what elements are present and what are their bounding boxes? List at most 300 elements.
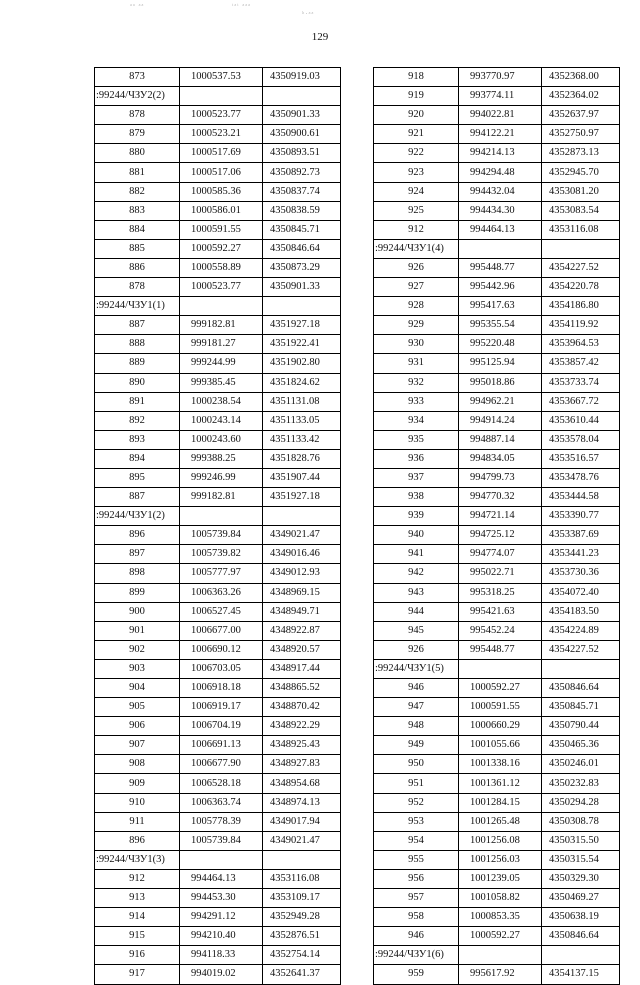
y-coordinate-cell: 4350900.61 bbox=[263, 125, 341, 144]
point-number-cell: 897 bbox=[95, 545, 180, 564]
y-coordinate-cell: 4352949.28 bbox=[263, 908, 341, 927]
point-number-cell: 939 bbox=[374, 507, 459, 526]
point-number-cell: 889 bbox=[95, 354, 180, 373]
table-row bbox=[95, 411, 341, 430]
empty-cell bbox=[180, 87, 263, 106]
x-coordinate-cell: 995448.77 bbox=[459, 640, 542, 659]
point-number-cell: 894 bbox=[95, 449, 180, 468]
table-row bbox=[374, 640, 620, 659]
x-coordinate-cell: 1000243.14 bbox=[180, 411, 263, 430]
table-row bbox=[95, 659, 341, 678]
x-coordinate-cell: 1005778.39 bbox=[180, 812, 263, 831]
x-coordinate-cell: 1000660.29 bbox=[459, 717, 542, 736]
y-coordinate-cell: 4353516.57 bbox=[542, 449, 620, 468]
point-number-cell: 885 bbox=[95, 239, 180, 258]
y-coordinate-cell: 4350246.01 bbox=[542, 755, 620, 774]
point-number-cell: 930 bbox=[374, 335, 459, 354]
point-number-cell: 887 bbox=[95, 488, 180, 507]
x-coordinate-cell: 993770.97 bbox=[459, 68, 542, 87]
table-row bbox=[374, 850, 620, 869]
point-number-cell: 884 bbox=[95, 220, 180, 239]
y-coordinate-cell: 4352750.97 bbox=[542, 125, 620, 144]
y-coordinate-cell: 4348865.52 bbox=[263, 679, 341, 698]
y-coordinate-cell: 4350465.36 bbox=[542, 736, 620, 755]
point-number-cell: 936 bbox=[374, 449, 459, 468]
table-row bbox=[95, 640, 341, 659]
y-coordinate-cell: 4352945.70 bbox=[542, 163, 620, 182]
x-coordinate-cell: 1005739.84 bbox=[180, 831, 263, 850]
table-row bbox=[95, 68, 341, 87]
x-coordinate-cell: 994464.13 bbox=[459, 220, 542, 239]
section-label: :99244/ЧЗУ1(2) bbox=[95, 507, 180, 526]
table-row bbox=[95, 258, 341, 277]
section-label: :99244/ЧЗУ1(6) bbox=[374, 946, 459, 965]
point-number-cell: 920 bbox=[374, 106, 459, 125]
table-row bbox=[374, 316, 620, 335]
table-row bbox=[95, 812, 341, 831]
y-coordinate-cell: 4350901.33 bbox=[263, 106, 341, 125]
table-row bbox=[374, 354, 620, 373]
y-coordinate-cell: 4351824.62 bbox=[263, 373, 341, 392]
section-row bbox=[95, 507, 341, 526]
table-row bbox=[374, 297, 620, 316]
point-number-cell: 951 bbox=[374, 774, 459, 793]
point-number-cell: 928 bbox=[374, 297, 459, 316]
table-row bbox=[95, 946, 341, 965]
x-coordinate-cell: 995417.63 bbox=[459, 297, 542, 316]
point-number-cell: 900 bbox=[95, 602, 180, 621]
y-coordinate-cell: 4350846.64 bbox=[263, 239, 341, 258]
y-coordinate-cell: 4350294.28 bbox=[542, 793, 620, 812]
table-row bbox=[374, 163, 620, 182]
point-number-cell: 890 bbox=[95, 373, 180, 392]
x-coordinate-cell: 999388.25 bbox=[180, 449, 263, 468]
y-coordinate-cell: 4348954.68 bbox=[263, 774, 341, 793]
table-row bbox=[95, 869, 341, 888]
y-coordinate-cell: 4353387.69 bbox=[542, 526, 620, 545]
empty-cell bbox=[263, 87, 341, 106]
point-number-cell: 898 bbox=[95, 564, 180, 583]
table-row bbox=[95, 335, 341, 354]
x-coordinate-cell: 1001256.08 bbox=[459, 831, 542, 850]
table-row bbox=[95, 125, 341, 144]
table-row bbox=[374, 869, 620, 888]
table-row bbox=[95, 717, 341, 736]
table-row bbox=[95, 927, 341, 946]
point-number-cell: 926 bbox=[374, 640, 459, 659]
table-row bbox=[374, 278, 620, 297]
scan-artifact: ᵃᵃ ᵃᵃ bbox=[130, 2, 145, 10]
y-coordinate-cell: 4351907.44 bbox=[263, 468, 341, 487]
x-coordinate-cell: 1000592.27 bbox=[180, 239, 263, 258]
x-coordinate-cell: 999182.81 bbox=[180, 316, 263, 335]
x-coordinate-cell: 1006528.18 bbox=[180, 774, 263, 793]
y-coordinate-cell: 4348870.42 bbox=[263, 698, 341, 717]
point-number-cell: 891 bbox=[95, 392, 180, 411]
table-row bbox=[95, 831, 341, 850]
y-coordinate-cell: 4352368.00 bbox=[542, 68, 620, 87]
point-number-cell: 954 bbox=[374, 831, 459, 850]
y-coordinate-cell: 4353578.04 bbox=[542, 430, 620, 449]
point-number-cell: 946 bbox=[374, 679, 459, 698]
x-coordinate-cell: 1006918.18 bbox=[180, 679, 263, 698]
y-coordinate-cell: 4353964.53 bbox=[542, 335, 620, 354]
table-row bbox=[374, 411, 620, 430]
section-label: :99244/ЧЗУ1(5) bbox=[374, 659, 459, 678]
scan-artifact: ᵗᵃᵗ ᵃᵃᵃ bbox=[232, 2, 252, 10]
point-number-cell: 886 bbox=[95, 258, 180, 277]
scan-artifact: ʰ·ᵃᵃ bbox=[302, 10, 315, 18]
x-coordinate-cell: 994464.13 bbox=[180, 869, 263, 888]
point-number-cell: 904 bbox=[95, 679, 180, 698]
y-coordinate-cell: 4351902.80 bbox=[263, 354, 341, 373]
table-row bbox=[95, 774, 341, 793]
coordinates-table-left bbox=[94, 67, 341, 985]
table-row bbox=[374, 468, 620, 487]
point-number-cell: 949 bbox=[374, 736, 459, 755]
point-number-cell: 887 bbox=[95, 316, 180, 335]
table-row bbox=[95, 220, 341, 239]
x-coordinate-cell: 1005777.97 bbox=[180, 564, 263, 583]
x-coordinate-cell: 994962.21 bbox=[459, 392, 542, 411]
y-coordinate-cell: 4348974.13 bbox=[263, 793, 341, 812]
x-coordinate-cell: 994799.73 bbox=[459, 468, 542, 487]
table-row bbox=[95, 144, 341, 163]
x-coordinate-cell: 994834.05 bbox=[459, 449, 542, 468]
x-coordinate-cell: 1006363.26 bbox=[180, 583, 263, 602]
point-number-cell: 950 bbox=[374, 755, 459, 774]
x-coordinate-cell: 999244.99 bbox=[180, 354, 263, 373]
point-number-cell: 916 bbox=[95, 946, 180, 965]
table-row bbox=[95, 755, 341, 774]
table-row bbox=[374, 392, 620, 411]
table-row bbox=[95, 201, 341, 220]
page-number: 129 bbox=[311, 31, 329, 43]
y-coordinate-cell: 4350893.51 bbox=[263, 144, 341, 163]
x-coordinate-cell: 994774.07 bbox=[459, 545, 542, 564]
table-row bbox=[374, 430, 620, 449]
y-coordinate-cell: 4350901.33 bbox=[263, 278, 341, 297]
point-number-cell: 882 bbox=[95, 182, 180, 201]
table-row bbox=[95, 965, 341, 984]
point-number-cell: 955 bbox=[374, 850, 459, 869]
y-coordinate-cell: 4353730.36 bbox=[542, 564, 620, 583]
y-coordinate-cell: 4350838.59 bbox=[263, 201, 341, 220]
point-number-cell: 893 bbox=[95, 430, 180, 449]
empty-cell bbox=[459, 659, 542, 678]
table-row bbox=[95, 545, 341, 564]
x-coordinate-cell: 1001239.05 bbox=[459, 869, 542, 888]
table-row bbox=[374, 488, 620, 507]
y-coordinate-cell: 4348969.15 bbox=[263, 583, 341, 602]
y-coordinate-cell: 4350308.78 bbox=[542, 812, 620, 831]
point-number-cell: 937 bbox=[374, 468, 459, 487]
y-coordinate-cell: 4353667.72 bbox=[542, 392, 620, 411]
x-coordinate-cell: 999246.99 bbox=[180, 468, 263, 487]
empty-cell bbox=[180, 850, 263, 869]
table-row bbox=[95, 526, 341, 545]
point-number-cell: 909 bbox=[95, 774, 180, 793]
table-row bbox=[95, 488, 341, 507]
x-coordinate-cell: 994887.14 bbox=[459, 430, 542, 449]
section-row bbox=[374, 239, 620, 258]
x-coordinate-cell: 994019.02 bbox=[180, 965, 263, 984]
table-row bbox=[374, 698, 620, 717]
y-coordinate-cell: 4350919.03 bbox=[263, 68, 341, 87]
x-coordinate-cell: 995318.25 bbox=[459, 583, 542, 602]
point-number-cell: 948 bbox=[374, 717, 459, 736]
table-row bbox=[95, 583, 341, 602]
section-row bbox=[95, 297, 341, 316]
point-number-cell: 912 bbox=[95, 869, 180, 888]
x-coordinate-cell: 999181.27 bbox=[180, 335, 263, 354]
y-coordinate-cell: 4353857.42 bbox=[542, 354, 620, 373]
y-coordinate-cell: 4352637.97 bbox=[542, 106, 620, 125]
point-number-cell: 927 bbox=[374, 278, 459, 297]
table-row bbox=[95, 430, 341, 449]
y-coordinate-cell: 4354220.78 bbox=[542, 278, 620, 297]
table-row bbox=[95, 106, 341, 125]
y-coordinate-cell: 4351133.42 bbox=[263, 430, 341, 449]
y-coordinate-cell: 4348925.43 bbox=[263, 736, 341, 755]
section-row bbox=[95, 850, 341, 869]
table-row bbox=[95, 163, 341, 182]
y-coordinate-cell: 4354227.52 bbox=[542, 640, 620, 659]
x-coordinate-cell: 1001361.12 bbox=[459, 774, 542, 793]
y-coordinate-cell: 4353081.20 bbox=[542, 182, 620, 201]
x-coordinate-cell: 994770.32 bbox=[459, 488, 542, 507]
section-row bbox=[95, 87, 341, 106]
section-row bbox=[374, 946, 620, 965]
x-coordinate-cell: 995355.54 bbox=[459, 316, 542, 335]
point-number-cell: 914 bbox=[95, 908, 180, 927]
table-row bbox=[374, 201, 620, 220]
x-coordinate-cell: 1006691.13 bbox=[180, 736, 263, 755]
y-coordinate-cell: 4353478.76 bbox=[542, 468, 620, 487]
y-coordinate-cell: 4348922.87 bbox=[263, 621, 341, 640]
point-number-cell: 892 bbox=[95, 411, 180, 430]
table-row bbox=[95, 392, 341, 411]
x-coordinate-cell: 995617.92 bbox=[459, 965, 542, 984]
point-number-cell: 901 bbox=[95, 621, 180, 640]
y-coordinate-cell: 4353109.17 bbox=[263, 889, 341, 908]
y-coordinate-cell: 4350837.74 bbox=[263, 182, 341, 201]
x-coordinate-cell: 1001284.15 bbox=[459, 793, 542, 812]
x-coordinate-cell: 995125.94 bbox=[459, 354, 542, 373]
point-number-cell: 925 bbox=[374, 201, 459, 220]
table-row bbox=[374, 908, 620, 927]
table-row bbox=[374, 736, 620, 755]
y-coordinate-cell: 4349017.94 bbox=[263, 812, 341, 831]
point-number-cell: 883 bbox=[95, 201, 180, 220]
y-coordinate-cell: 4348922.29 bbox=[263, 717, 341, 736]
point-number-cell: 912 bbox=[374, 220, 459, 239]
y-coordinate-cell: 4350845.71 bbox=[263, 220, 341, 239]
point-number-cell: 943 bbox=[374, 583, 459, 602]
point-number-cell: 878 bbox=[95, 278, 180, 297]
point-number-cell: 953 bbox=[374, 812, 459, 831]
x-coordinate-cell: 1000517.06 bbox=[180, 163, 263, 182]
y-coordinate-cell: 4350329.30 bbox=[542, 869, 620, 888]
x-coordinate-cell: 1005739.84 bbox=[180, 526, 263, 545]
section-label: :99244/ЧЗУ1(4) bbox=[374, 239, 459, 258]
x-coordinate-cell: 994291.12 bbox=[180, 908, 263, 927]
table-row bbox=[95, 679, 341, 698]
y-coordinate-cell: 4354072.40 bbox=[542, 583, 620, 602]
y-coordinate-cell: 4352876.51 bbox=[263, 927, 341, 946]
table-row bbox=[95, 908, 341, 927]
x-coordinate-cell: 995018.86 bbox=[459, 373, 542, 392]
point-number-cell: 881 bbox=[95, 163, 180, 182]
empty-cell bbox=[459, 239, 542, 258]
x-coordinate-cell: 994210.40 bbox=[180, 927, 263, 946]
point-number-cell: 946 bbox=[374, 927, 459, 946]
table-row bbox=[374, 220, 620, 239]
x-coordinate-cell: 994914.24 bbox=[459, 411, 542, 430]
point-number-cell: 944 bbox=[374, 602, 459, 621]
table-row bbox=[374, 449, 620, 468]
y-coordinate-cell: 4353116.08 bbox=[263, 869, 341, 888]
point-number-cell: 917 bbox=[95, 965, 180, 984]
x-coordinate-cell: 995421.63 bbox=[459, 602, 542, 621]
y-coordinate-cell: 4353390.77 bbox=[542, 507, 620, 526]
x-coordinate-cell: 1001055.66 bbox=[459, 736, 542, 755]
table-row bbox=[374, 373, 620, 392]
x-coordinate-cell: 994721.14 bbox=[459, 507, 542, 526]
y-coordinate-cell: 4352754.14 bbox=[263, 946, 341, 965]
x-coordinate-cell: 1001058.82 bbox=[459, 889, 542, 908]
point-number-cell: 903 bbox=[95, 659, 180, 678]
y-coordinate-cell: 4350845.71 bbox=[542, 698, 620, 717]
y-coordinate-cell: 4352873.13 bbox=[542, 144, 620, 163]
y-coordinate-cell: 4349016.46 bbox=[263, 545, 341, 564]
y-coordinate-cell: 4351828.76 bbox=[263, 449, 341, 468]
point-number-cell: 938 bbox=[374, 488, 459, 507]
table-row bbox=[95, 564, 341, 583]
point-number-cell: 941 bbox=[374, 545, 459, 564]
x-coordinate-cell: 1001338.16 bbox=[459, 755, 542, 774]
y-coordinate-cell: 4353116.08 bbox=[542, 220, 620, 239]
table-row bbox=[374, 526, 620, 545]
y-coordinate-cell: 4353733.74 bbox=[542, 373, 620, 392]
y-coordinate-cell: 4354227.52 bbox=[542, 258, 620, 277]
y-coordinate-cell: 4351922.41 bbox=[263, 335, 341, 354]
section-label: :99244/ЧЗУ1(3) bbox=[95, 850, 180, 869]
y-coordinate-cell: 4351133.05 bbox=[263, 411, 341, 430]
point-number-cell: 896 bbox=[95, 831, 180, 850]
table-row bbox=[374, 621, 620, 640]
x-coordinate-cell: 999182.81 bbox=[180, 488, 263, 507]
x-coordinate-cell: 1000523.77 bbox=[180, 278, 263, 297]
x-coordinate-cell: 1006527.45 bbox=[180, 602, 263, 621]
point-number-cell: 933 bbox=[374, 392, 459, 411]
table-row bbox=[374, 144, 620, 163]
table-row bbox=[374, 831, 620, 850]
table-row bbox=[95, 602, 341, 621]
x-coordinate-cell: 1005739.82 bbox=[180, 545, 263, 564]
x-coordinate-cell: 1000558.89 bbox=[180, 258, 263, 277]
table-row bbox=[95, 468, 341, 487]
point-number-cell: 940 bbox=[374, 526, 459, 545]
table-row bbox=[374, 965, 620, 984]
table-row bbox=[95, 239, 341, 258]
x-coordinate-cell: 999385.45 bbox=[180, 373, 263, 392]
x-coordinate-cell: 994214.13 bbox=[459, 144, 542, 163]
x-coordinate-cell: 994725.12 bbox=[459, 526, 542, 545]
point-number-cell: 956 bbox=[374, 869, 459, 888]
point-number-cell: 879 bbox=[95, 125, 180, 144]
point-number-cell: 924 bbox=[374, 182, 459, 201]
point-number-cell: 908 bbox=[95, 755, 180, 774]
y-coordinate-cell: 4349021.47 bbox=[263, 831, 341, 850]
point-number-cell: 918 bbox=[374, 68, 459, 87]
table-row bbox=[95, 736, 341, 755]
empty-cell bbox=[180, 507, 263, 526]
y-coordinate-cell: 4353441.23 bbox=[542, 545, 620, 564]
table-row bbox=[374, 335, 620, 354]
x-coordinate-cell: 1001265.48 bbox=[459, 812, 542, 831]
x-coordinate-cell: 995452.24 bbox=[459, 621, 542, 640]
point-number-cell: 945 bbox=[374, 621, 459, 640]
section-label: :99244/ЧЗУ2(2) bbox=[95, 87, 180, 106]
table-row bbox=[374, 717, 620, 736]
point-number-cell: 959 bbox=[374, 965, 459, 984]
y-coordinate-cell: 4350469.27 bbox=[542, 889, 620, 908]
x-coordinate-cell: 994022.81 bbox=[459, 106, 542, 125]
point-number-cell: 911 bbox=[95, 812, 180, 831]
y-coordinate-cell: 4354224.89 bbox=[542, 621, 620, 640]
y-coordinate-cell: 4351927.18 bbox=[263, 488, 341, 507]
y-coordinate-cell: 4351927.18 bbox=[263, 316, 341, 335]
point-number-cell: 880 bbox=[95, 144, 180, 163]
y-coordinate-cell: 4349021.47 bbox=[263, 526, 341, 545]
y-coordinate-cell: 4350638.19 bbox=[542, 908, 620, 927]
x-coordinate-cell: 1006677.90 bbox=[180, 755, 263, 774]
coordinates-table-right-body bbox=[374, 68, 620, 985]
table-row bbox=[95, 449, 341, 468]
empty-cell bbox=[263, 507, 341, 526]
x-coordinate-cell: 1000592.27 bbox=[459, 679, 542, 698]
table-row bbox=[374, 507, 620, 526]
x-coordinate-cell: 994432.04 bbox=[459, 182, 542, 201]
x-coordinate-cell: 995022.71 bbox=[459, 564, 542, 583]
x-coordinate-cell: 1001256.03 bbox=[459, 850, 542, 869]
x-coordinate-cell: 994294.48 bbox=[459, 163, 542, 182]
x-coordinate-cell: 1000523.77 bbox=[180, 106, 263, 125]
y-coordinate-cell: 4352364.02 bbox=[542, 87, 620, 106]
y-coordinate-cell: 4349012.93 bbox=[263, 564, 341, 583]
y-coordinate-cell: 4350846.64 bbox=[542, 927, 620, 946]
x-coordinate-cell: 1006703.05 bbox=[180, 659, 263, 678]
x-coordinate-cell: 1006677.00 bbox=[180, 621, 263, 640]
empty-cell bbox=[542, 946, 620, 965]
point-number-cell: 919 bbox=[374, 87, 459, 106]
point-number-cell: 905 bbox=[95, 698, 180, 717]
y-coordinate-cell: 4350790.44 bbox=[542, 717, 620, 736]
y-coordinate-cell: 4350846.64 bbox=[542, 679, 620, 698]
empty-cell bbox=[542, 659, 620, 678]
x-coordinate-cell: 1000517.69 bbox=[180, 144, 263, 163]
x-coordinate-cell: 995220.48 bbox=[459, 335, 542, 354]
y-coordinate-cell: 4354137.15 bbox=[542, 965, 620, 984]
table-row bbox=[374, 68, 620, 87]
table-row bbox=[374, 774, 620, 793]
x-coordinate-cell: 1000585.36 bbox=[180, 182, 263, 201]
x-coordinate-cell: 1000586.01 bbox=[180, 201, 263, 220]
empty-cell bbox=[263, 850, 341, 869]
y-coordinate-cell: 4350873.29 bbox=[263, 258, 341, 277]
table-row bbox=[374, 583, 620, 602]
